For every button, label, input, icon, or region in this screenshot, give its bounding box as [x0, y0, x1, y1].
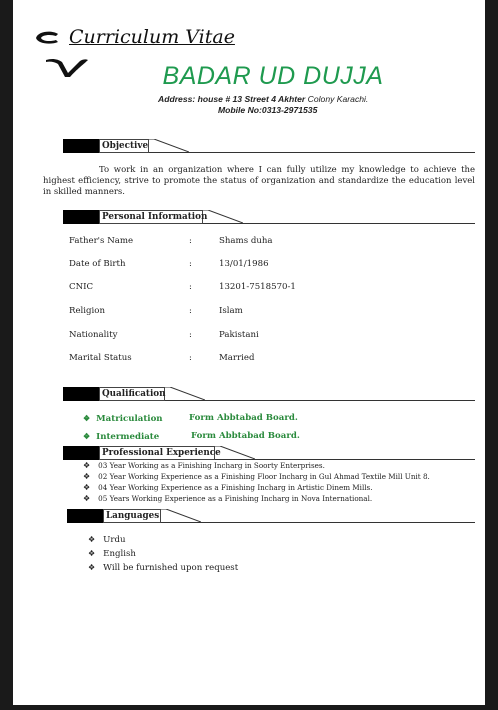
row-colon: : — [189, 330, 192, 340]
row-colon: : — [189, 306, 192, 316]
bullet-icon: ❖ — [88, 563, 96, 572]
bullet-icon: ❖ — [88, 535, 96, 544]
language-item — [88, 549, 136, 559]
section-title-languages: Languages — [103, 509, 161, 523]
row-key: CNIC — [69, 282, 94, 292]
qualification-item — [83, 431, 300, 442]
experience-text: 04 Year Working Experience as a Finishing Incharg in Artistic Dinem Mills. — [98, 483, 373, 492]
row-value: Shams duha — [219, 236, 273, 246]
bullet-icon: ❖ — [83, 472, 91, 481]
language-item — [88, 563, 238, 573]
section-arrow — [161, 509, 201, 523]
address — [158, 94, 368, 104]
objective-text: To work in an organization where I can fully utilize my knowledge to achieve the highest efficiency, strive to promote the status of organization and standardize the education level in skilled manners. — [43, 165, 475, 197]
qualification-degree: Intermediate — [96, 432, 160, 442]
bullet-icon: ❖ — [83, 431, 91, 441]
cv-page — [13, 0, 485, 705]
row-colon: : — [189, 236, 192, 246]
row-key: Date of Birth — [69, 259, 126, 269]
bullet-icon: ❖ — [83, 483, 91, 492]
cv-title: Curriculum Vitae — [69, 26, 235, 48]
experience-item — [83, 483, 373, 492]
section-header-qualification — [63, 387, 475, 401]
section-title-personal: Personal Information — [99, 210, 203, 224]
section-bar — [63, 210, 99, 224]
language-item — [88, 535, 126, 545]
section-rule — [149, 152, 475, 153]
qualification-board: Form Abbtabad Board. — [189, 413, 298, 423]
qualification-board: Form Abbtabad Board. — [191, 431, 300, 441]
row-colon: : — [189, 353, 192, 363]
candidate-name: BADAR UD DUJJA — [162, 62, 384, 90]
section-header-languages — [67, 509, 479, 523]
qualification-item — [83, 413, 298, 424]
section-arrow — [149, 139, 189, 153]
section-title-experience: Professional Experience — [99, 446, 215, 460]
row-key: Father's Name — [69, 236, 134, 246]
language-text: English — [103, 549, 136, 559]
section-header-objective — [63, 139, 475, 153]
section-bar — [63, 387, 99, 401]
section-bar — [63, 446, 99, 460]
bullet-icon: ❖ — [83, 494, 91, 503]
row-value: Married — [219, 353, 255, 363]
row-value: 13/01/1986 — [219, 259, 269, 269]
row-colon: : — [189, 282, 192, 292]
section-rule — [215, 459, 475, 460]
qualification-degree: Matriculation — [96, 414, 163, 424]
section-header-personal — [63, 210, 475, 224]
section-rule — [165, 400, 475, 401]
section-header-experience — [63, 446, 475, 460]
section-rule — [203, 223, 475, 224]
row-value: Islam — [219, 306, 243, 316]
experience-item — [83, 472, 430, 481]
bullet-icon: ❖ — [88, 549, 96, 558]
logo-c-mark — [35, 31, 59, 45]
section-rule — [161, 522, 475, 523]
language-text: Will be furnished upon request — [103, 563, 239, 573]
bullet-icon: ❖ — [83, 461, 91, 470]
row-value: 13201-7518570-1 — [219, 282, 296, 292]
row-key: Marital Status — [69, 353, 132, 363]
address-label: Address: house # 13 Street 4 Akhter — [158, 94, 306, 104]
section-title-qualification: Qualification — [99, 387, 165, 401]
bullet-icon: ❖ — [83, 413, 91, 423]
section-arrow — [203, 210, 243, 224]
section-arrow — [215, 446, 255, 460]
row-key: Religion — [69, 306, 106, 316]
section-title-objective: Objective — [99, 139, 149, 153]
mobile-number: Mobile No:0313-2971535 — [218, 105, 318, 115]
experience-text: 05 Years Working Experience as a Finishing Incharg in Nova International. — [98, 494, 373, 503]
section-arrow — [165, 387, 205, 401]
experience-text: 03 Year Working as a Finishing Incharg in Soorty Enterprises. — [98, 461, 325, 470]
experience-item — [83, 461, 325, 470]
language-text: Urdu — [103, 535, 126, 545]
experience-text: 02 Year Working Experience as a Finishing Floor Incharg in Gul Ahmad Textile Mill Unit 8. — [98, 472, 430, 481]
experience-item — [83, 494, 372, 503]
section-bar — [63, 139, 99, 153]
row-colon: : — [189, 259, 192, 269]
section-bar — [67, 509, 103, 523]
row-value: Pakistani — [219, 330, 259, 340]
address-rest: Colony Karachi. — [305, 94, 369, 104]
row-key: Nationality — [69, 330, 118, 340]
